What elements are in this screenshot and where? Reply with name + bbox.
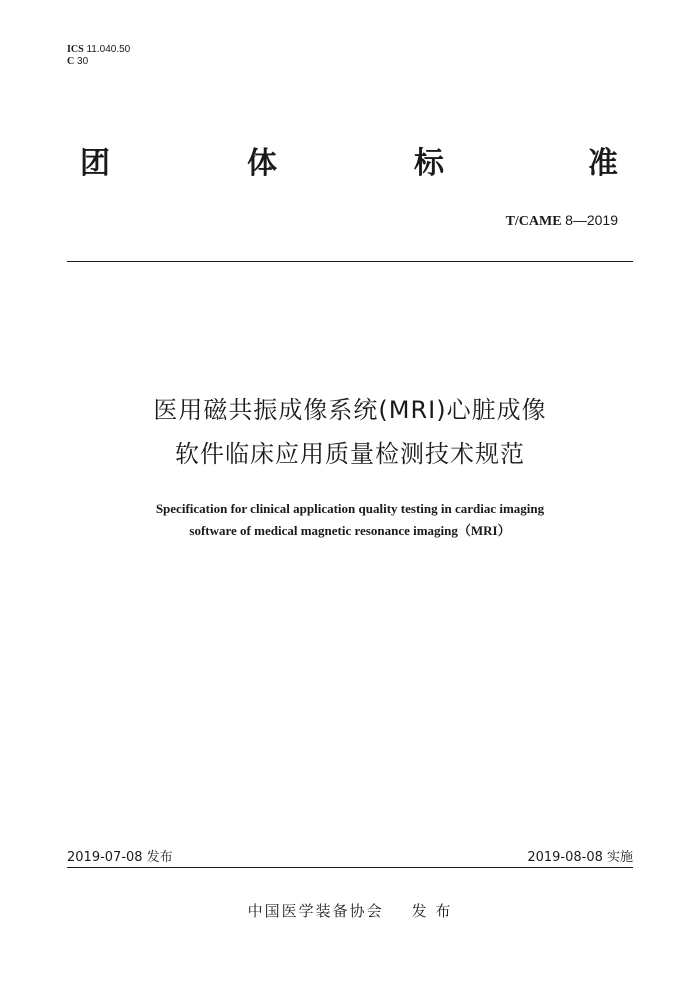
title-cn-line1: 医用磁共振成像系统(MRI)心脏成像: [153, 396, 547, 424]
standard-type-char-4: 准: [588, 146, 618, 181]
ccs-code: C 30: [67, 56, 89, 67]
classification-codes: [67, 44, 130, 68]
implement-date: 2019-08-08 实施: [527, 850, 633, 865]
bottom-divider: [67, 867, 633, 868]
standard-code: T/CAME 8—2019: [505, 212, 618, 229]
publisher-name: 中国医学装备协会: [247, 902, 384, 920]
ics-code: ICS 11.040.50: [67, 44, 131, 55]
publish-date: 2019-07-08 发布: [67, 850, 173, 865]
publisher-action: 发 布: [411, 902, 453, 920]
standard-type-char-2: 体: [247, 146, 277, 181]
title-en-line1: Specification for clinical application quality testing in cardiac imaging: [155, 501, 545, 516]
title-cn-line2: 软件临床应用质量检测技术规范: [175, 440, 525, 468]
title-en-line2: software of medical magnetic resonance imaging（MRI）: [189, 523, 511, 538]
standard-type-char-1: 团: [80, 146, 110, 181]
standard-type-char-3: 标: [414, 146, 444, 181]
top-divider: [67, 261, 633, 262]
publisher: [0, 900, 700, 921]
